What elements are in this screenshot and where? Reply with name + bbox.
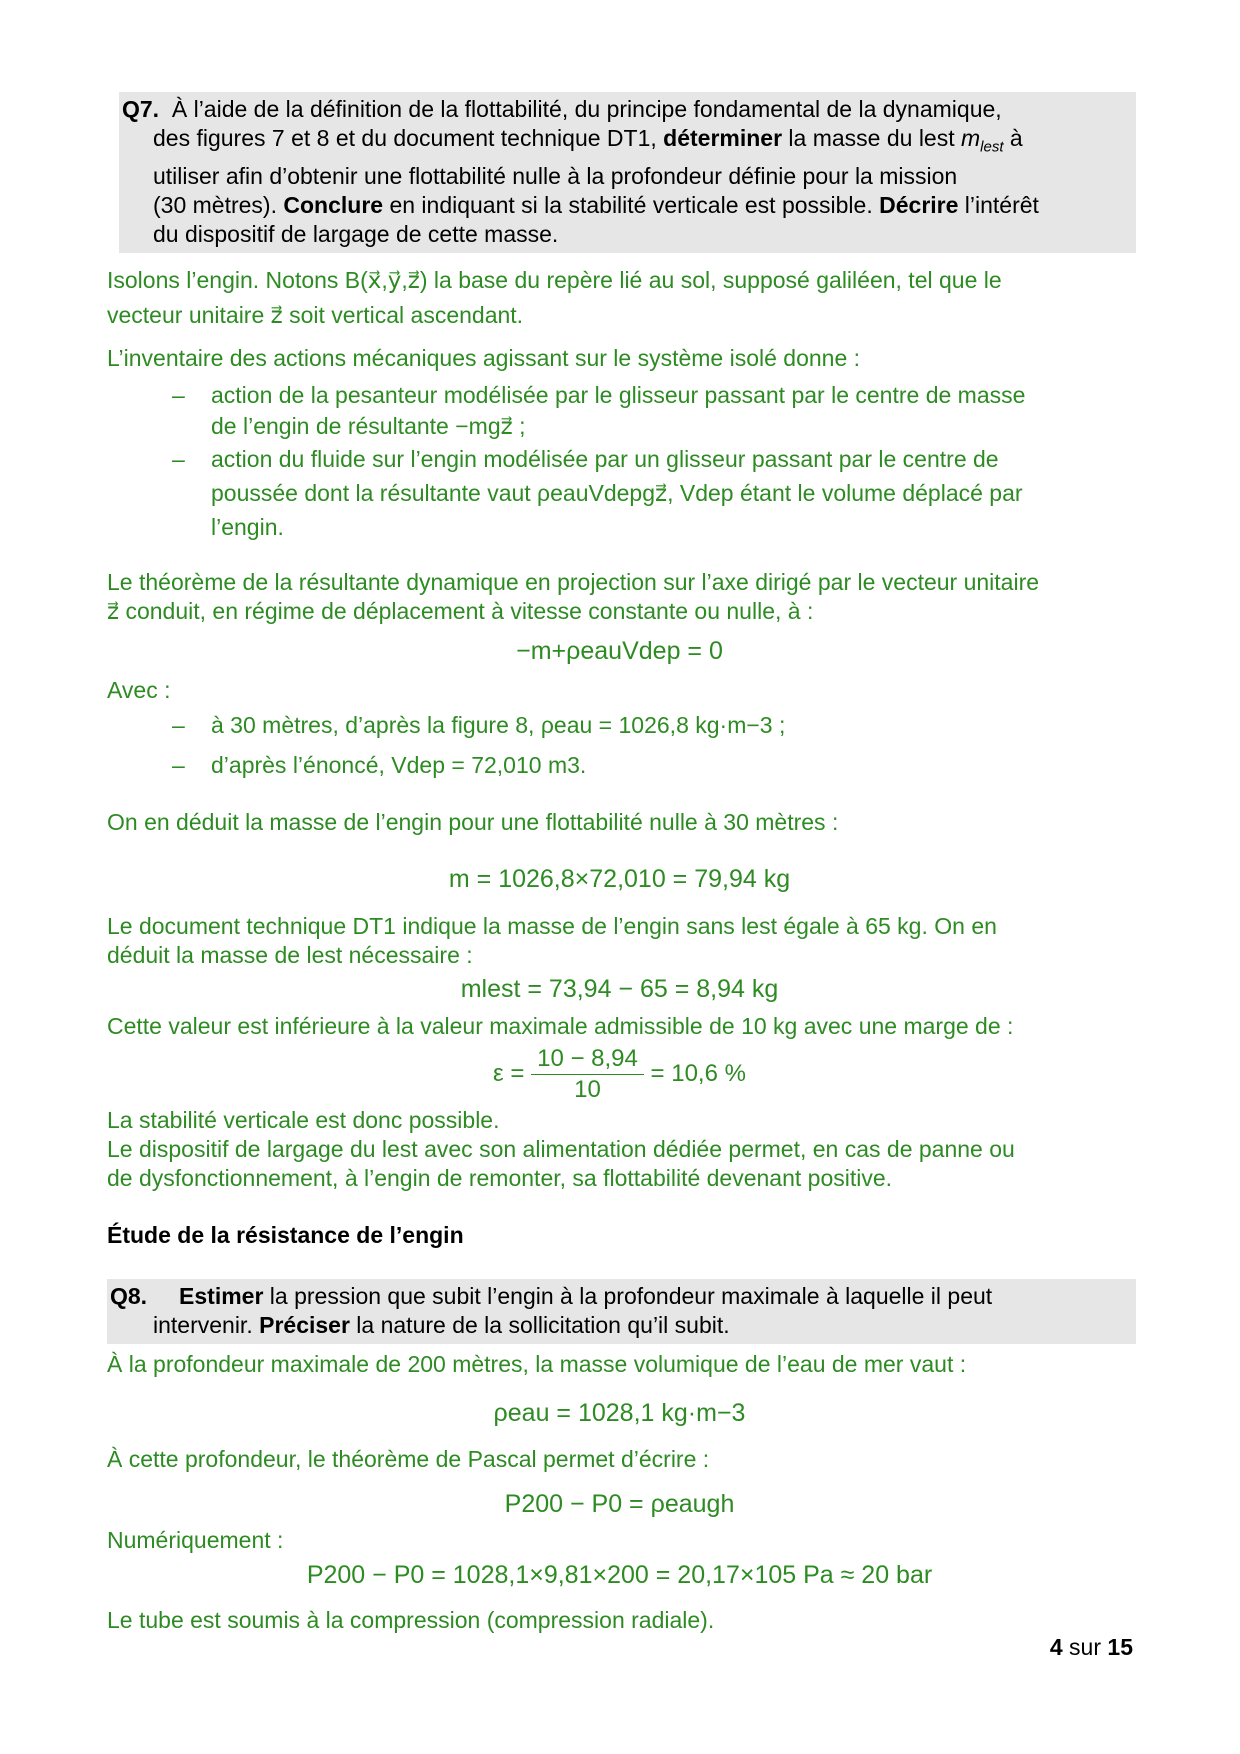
a7-equation-4	[107, 1044, 1132, 1105]
a7-para1	[107, 266, 1132, 330]
a7-para5-line1: Le document technique DT1 indique la masse de l’engin sans lest égale à 65 kg. On en	[107, 913, 997, 939]
q7-line1: À l’aide de la définition de la flottabilité, du principe fondamental de la dynamique,	[171, 96, 1002, 122]
a7-li1-line1: action de la pesanteur modélisée par le glisseur passant par le centre de masse	[211, 382, 1026, 408]
eq4-fraction	[531, 1044, 644, 1105]
q7-line5: du dispositif de largage de cette masse.	[153, 220, 559, 247]
a8-para3: Numériquement :	[107, 1527, 284, 1553]
a7-equation-2: m = 1026,8×72,010 = 79,94 kg	[448, 865, 791, 893]
a7-li1-line2: de l’engin de résultante −mgz⃗ ;	[211, 413, 526, 439]
a7-avec: Avec :	[107, 677, 171, 703]
section-heading: Étude de la résistance de l’engin	[107, 1222, 464, 1248]
a7-li3-text: à 30 mètres, d’après la figure 8, ρeau = 1026,8 kg·m−3 ;	[211, 712, 786, 738]
q8-number: Q8.	[110, 1283, 148, 1309]
a8-para1: À la profondeur maximale de 200 mètres, la masse volumique de l’eau de mer vaut :	[107, 1351, 967, 1377]
question-q8	[107, 1279, 1136, 1344]
q8-line2a: intervenir.	[153, 1312, 260, 1338]
q8-line2c: la nature de la sollicitation qu’il subit.	[349, 1312, 730, 1338]
a7-equation-1: −m+ρeauVdep = 0	[516, 637, 723, 665]
a7-para2: L’inventaire des actions mécaniques agissant sur le système isolé donne :	[107, 345, 861, 371]
a7-para5	[107, 912, 1132, 970]
q7-line4e: l’intérêt	[958, 191, 1039, 218]
a7-list-item3: – à 30 mètres, d’après la figure 8, ρeau = 1026,8 kg·m−3 ;	[172, 710, 1132, 741]
page-total: 15	[1107, 1634, 1133, 1660]
a8-equation-2: P200 − P0 = ρeaugh	[504, 1490, 735, 1518]
a7-para3	[107, 568, 1132, 626]
a8-para4: Le tube est soumis à la compression (compression radiale).	[107, 1607, 715, 1633]
eq4-numerator: 10 − 8,94	[531, 1044, 644, 1075]
a7-para1-line1: Isolons l’engin. Notons B(x⃗,y⃗,z⃗) la base du repère lié au sol, supposé galiléen, tel que le	[107, 267, 1002, 293]
q7-lest: lest	[980, 138, 1004, 156]
a7-para8-line2: de dysfonctionnement, à l’engin de remonter, sa flottabilité devenant positive.	[107, 1165, 893, 1191]
a7-para8	[107, 1135, 1132, 1193]
page-number	[1050, 1634, 1133, 1661]
q7-line4c: en indiquant si la stabilité verticale est possible.	[383, 191, 880, 218]
page-sep: sur	[1062, 1634, 1108, 1660]
q7-verb-decrire: Décrire	[879, 191, 959, 218]
a7-li4-text: d’après l’énoncé, Vdep = 72,010 m3.	[211, 752, 587, 778]
a7-li2-line3: l’engin.	[211, 514, 284, 540]
q7-line4a: (30 mètres).	[153, 191, 284, 218]
a7-li2-line2: poussée dont la résultante vaut ρeauVdepgz⃗, Vdep étant le volume déplacé par	[211, 480, 1023, 506]
q7-m: m	[961, 125, 981, 151]
q8-line1b: la pression que subit l’engin à la profondeur maximale à laquelle il peut	[263, 1283, 993, 1309]
a7-para6: Cette valeur est inférieure à la valeur maximale admissible de 10 kg avec une marge de :	[107, 1013, 1014, 1039]
a7-equation-3: mlest = 73,94 − 65 = 8,94 kg	[460, 975, 779, 1003]
a8-equation-3: P200 − P0 = 1028,1×9,81×200 = 20,17×105 Pa ≈ 20 bar	[306, 1561, 933, 1589]
q7-line2a: des figures 7 et 8 et du document technique DT1,	[153, 125, 664, 151]
a7-para5-line2: déduit la masse de lest nécessaire :	[107, 942, 473, 968]
page-current: 4	[1049, 1634, 1063, 1660]
a7-para4: On en déduit la masse de l’engin pour une flottabilité nulle à 30 mètres :	[107, 809, 839, 835]
q8-verb-preciser: Préciser	[259, 1312, 350, 1338]
a7-para8-line1: Le dispositif de largage du lest avec son alimentation dédiée permet, en cas de panne ou	[107, 1136, 1015, 1162]
a7-para7: La stabilité verticale est donc possible.	[107, 1107, 500, 1133]
a8-para2: À cette profondeur, le théorème de Pascal permet d’écrire :	[107, 1446, 710, 1472]
eq4-rhs: = 10,6 %	[650, 1059, 746, 1087]
q7-line2f: à	[1003, 125, 1023, 151]
a7-para3-line1: Le théorème de la résultante dynamique en projection sur l’axe dirigé par le vecteur unitaire	[107, 569, 1040, 595]
a7-list-item1: – action de la pesanteur modélisée par le glisseur passant par le centre de masse de l’engin de résultante −mgz⃗ ;	[172, 380, 1132, 442]
q7-line3: utiliser afin d’obtenir une flottabilité nulle à la profondeur définie pour la mission	[153, 162, 958, 189]
a7-para3-line2: z⃗ conduit, en régime de déplacement à vitesse constante ou nulle, à :	[107, 598, 814, 624]
q7-verb-conclure: Conclure	[283, 191, 384, 218]
q7-verb-determiner: déterminer	[663, 125, 783, 151]
a7-list-item4: – d’après l’énoncé, Vdep = 72,010 m3.	[172, 750, 1132, 781]
a8-equation-1: ρeau = 1028,1 kg·m−3	[493, 1399, 746, 1427]
eq4-denominator: 10	[574, 1076, 601, 1103]
a7-list-item2: – action du fluide sur l’engin modélisée par un glisseur passant par le centre de poussée dont la résultante vaut ρeauVdepgz⃗, Vdep étant le volume déplacé par l’engin.	[172, 444, 1132, 543]
q7-line2c: la masse du lest	[782, 125, 961, 151]
eq4-lhs: ε =	[493, 1059, 525, 1087]
a7-para1-line2: vecteur unitaire z⃗ soit vertical ascendant.	[107, 302, 524, 328]
q8-verb-estimer: Estimer	[179, 1283, 264, 1309]
question-q7	[119, 92, 1136, 253]
q7-number: Q7.	[122, 96, 160, 122]
a7-li2-line1: action du fluide sur l’engin modélisée par un glisseur passant par le centre de	[211, 446, 999, 472]
